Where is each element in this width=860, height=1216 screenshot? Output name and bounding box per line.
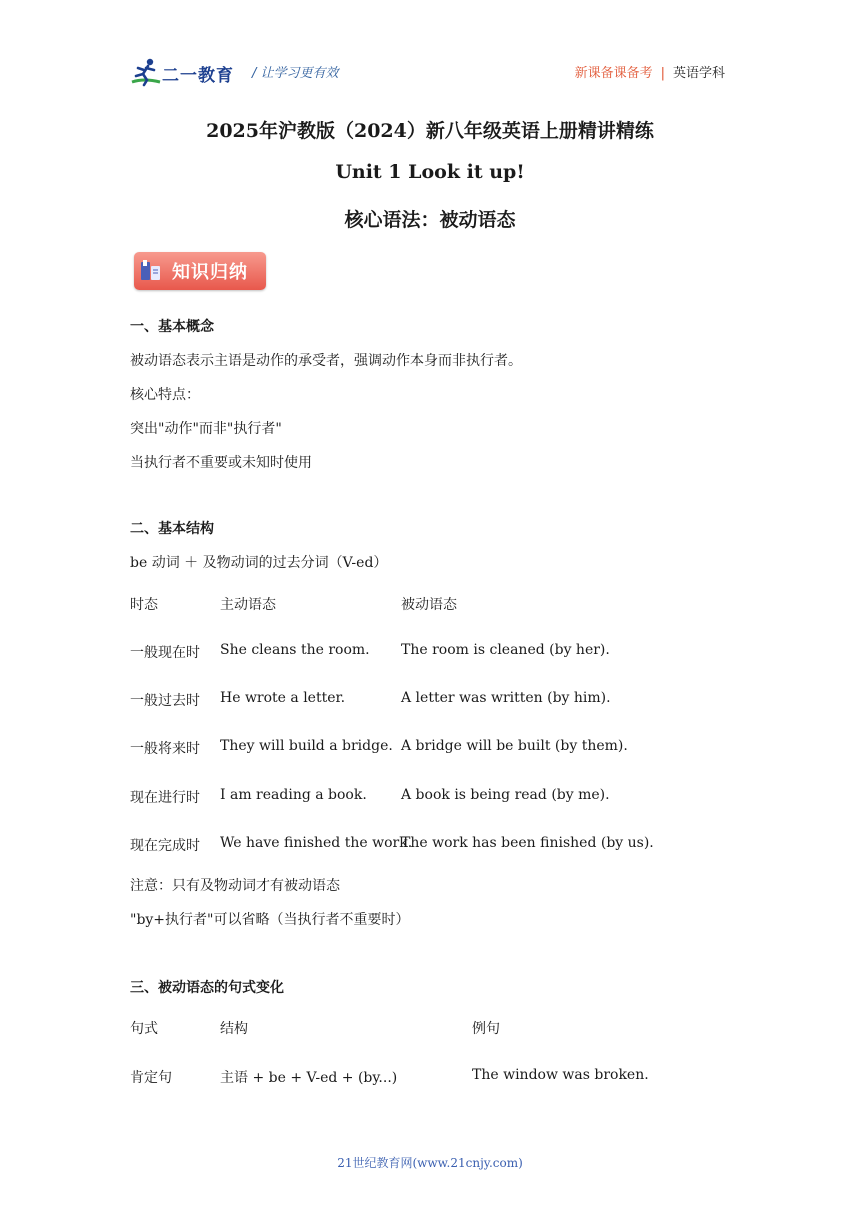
header-right [575, 62, 725, 81]
book-icon [138, 258, 164, 284]
logo [130, 56, 242, 88]
table-cell: They will build a bridge. [220, 738, 393, 754]
section1-heading: 一、基本概念 [130, 319, 214, 335]
doc-title: 2025年沪教版（2024）新八年级英语上册精讲精练 [206, 120, 654, 142]
table-cell: 主语 + be + V-ed + (by...) [220, 1070, 398, 1086]
section1-line: 突出"动作"而非"执行者" [130, 421, 282, 437]
header-separator: | [660, 66, 665, 81]
badge-label: 知识归纳 [172, 262, 248, 283]
table-cell: She cleans the room. [220, 642, 370, 658]
table-header-cell: 主动语态 [220, 597, 276, 613]
page-footer: 21世纪教育网(www.21cnjy.com) [337, 1156, 523, 1170]
doc-topic: 核心语法：被动语态 [344, 209, 516, 231]
table-cell: 现在进行时 [130, 790, 200, 806]
note-line: 注意：只有及物动词才有被动语态 [130, 878, 340, 894]
table-cell: 一般过去时 [130, 693, 200, 709]
doc-unit: Unit 1 Look it up! [335, 161, 525, 183]
table-cell: A letter was written (by him). [401, 690, 611, 706]
section2-heading: 二、基本结构 [130, 521, 214, 537]
table-cell: 现在完成时 [130, 838, 200, 854]
table-cell: We have finished the work. [220, 835, 413, 851]
knowledge-badge [134, 252, 266, 290]
table-header-cell: 例句 [472, 1021, 500, 1037]
table-cell: A bridge will be built (by them). [401, 738, 628, 754]
table-cell: 一般现在时 [130, 645, 200, 661]
section1-line: 当执行者不重要或未知时使用 [130, 455, 312, 471]
table-cell: I am reading a book. [220, 787, 367, 803]
table-header-cell: 结构 [220, 1021, 248, 1037]
table-header-cell: 被动语态 [401, 597, 457, 613]
logo-text: 二一教育 [162, 66, 234, 86]
runner-icon [130, 56, 164, 88]
table-cell: The room is cleaned (by her). [401, 642, 610, 658]
section1-line: 核心特点： [130, 387, 200, 403]
section2-formula: be 动词 ＋ 及物动词的过去分词（V-ed） [130, 555, 388, 571]
section3-heading: 三、被动语态的句式变化 [130, 980, 284, 996]
table-header-cell: 时态 [130, 597, 158, 613]
header-subject: 英语学科 [672, 66, 725, 81]
table-cell: A book is being read (by me). [401, 787, 610, 803]
table-cell: The work has been finished (by us). [401, 835, 654, 851]
page-header [130, 56, 725, 88]
table-header-cell: 句式 [130, 1021, 158, 1037]
slogan: / 让学习更有效 [252, 66, 339, 81]
table-cell: 肯定句 [130, 1070, 172, 1086]
table-cell: The window was broken. [472, 1067, 649, 1083]
header-tag: 新课备课备考 [574, 66, 653, 81]
section1-line: 被动语态表示主语是动作的承受者，强调动作本身而非执行者。 [130, 353, 522, 369]
note-line: "by+执行者"可以省略（当执行者不重要时） [130, 912, 410, 928]
table-cell: He wrote a letter. [220, 690, 346, 706]
table-cell: 一般将来时 [130, 741, 200, 757]
